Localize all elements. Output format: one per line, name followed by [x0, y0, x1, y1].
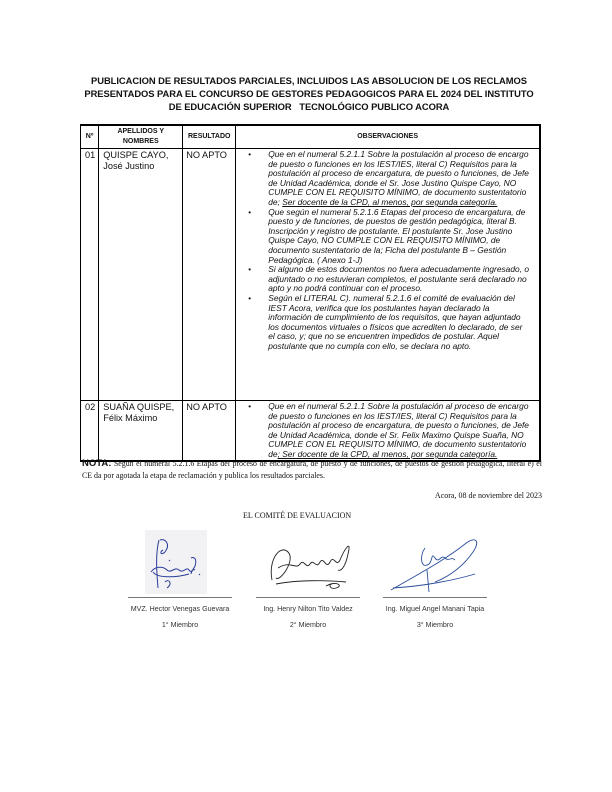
observation-underlined: Ser docente de la CPD, al menos, por segunda categoría.	[282, 196, 498, 207]
observation-text: Si alguno de estos documentos no fuera adecuadamente ingresado, o adjuntado o no estuvieran completos, el postulante será declarado no apto y no podrá continuar con el proceso.	[268, 264, 529, 294]
cell-num: 01	[81, 149, 99, 401]
cell-num: 02	[81, 401, 99, 461]
header-name	[99, 125, 183, 149]
observation-underlined: ; Ser docente de la CPD, al menos, por segunda categoría.	[277, 448, 498, 459]
cell-result: NO APTO	[183, 401, 236, 461]
bullet-icon: •	[248, 265, 252, 275]
cell-name: QUISPE CAYO, José Justino	[99, 149, 183, 401]
bullet-icon: •	[248, 293, 252, 303]
cell-observations	[236, 149, 540, 401]
header-result: RESULTADO	[183, 125, 236, 149]
results-table	[80, 124, 541, 462]
table-row	[81, 401, 541, 461]
header-name-line1: APELLIDOS Y	[117, 128, 164, 135]
document-date: Acora, 08 de noviembre del 2023	[434, 491, 542, 500]
member-role: 1° Miembro	[161, 621, 199, 629]
document-title	[78, 74, 540, 113]
cell-result: NO APTO	[183, 149, 236, 401]
cell-name: SUAÑA QUISPE, Félix Máximo	[99, 401, 183, 461]
observation-text: Que en el numeral 5.2.1.1 Sobre la postulación al proceso de encargo de puesto o funciones en los IEST/IES, literal C) Requisitos para la postulación al proceso de encargatura, de puesto o funciones, de Jefe de Unidad Académica, donde el Sr. Felix Maximo Quispe Suaña, NO CUMPLE CON EL REQUISITO MÍNIMO, de documento sustentatorio de	[268, 401, 529, 459]
table-header-row	[81, 125, 541, 149]
observation-text: Según el LITERAL C). numeral 5.2.1.6 el comité de evaluación del IEST Acora, verifica que los postulantes hayan declarado la información de cumplimiento de los requisitos, que hayan adjuntado los documentos virtuales o físicos que acrediten lo declarado, de ser el caso, y; que no se encuentren impedidos de postular. Aquel postulante que no cumpla con ello, se declara no apto.	[268, 292, 523, 351]
note-text: Según el numeral 5.2.1.6 Etapas del proceso de encargatura, de puesto y de funciones, de puestos de gestión pedagógica, literal e) el CE da por agotada la etapa de reclamación y publica los resultados parciales.	[82, 459, 542, 480]
member-name: Ing. Miguel Angel Manani Tapia	[385, 605, 485, 613]
committee-member	[365, 597, 505, 630]
observation-item	[248, 264, 531, 294]
member-role: 2° Miembro	[289, 621, 327, 629]
committee-member	[238, 597, 378, 630]
header-name-line2: NOMBRES	[122, 138, 159, 145]
observation-item	[248, 401, 531, 460]
title-line: PRESENTADOS PARA EL CONCURSO DE GESTORES PEDAGOGICOS PARA EL 2024 DEL INSTITUTO	[84, 88, 534, 99]
bullet-icon: •	[248, 150, 252, 159]
table-row	[81, 149, 541, 401]
observation-text: Que según el numeral 5.2.1.6 Etapas del proceso de encargatura, de puesto y de funciones, de puestos de gestión pedagógica, literal B. Inscripción y registro de postulante. El postulante Sr. Jose Justino Quispe Cayo, NO CUMPLE CON EL REQUISITO MÍNIMO, de documento sustentatorio de la; Ficha del postulante B – Gestión Pedagógica. ( Anexo 1-J)	[268, 206, 526, 265]
bullet-icon: •	[248, 402, 252, 411]
signature-line	[256, 597, 360, 598]
header-observations: OBSERVACIONES	[236, 125, 540, 149]
member-name: MVZ. Hector Venegas Guevara	[130, 605, 230, 613]
observations-list	[236, 150, 531, 351]
title-line: PUBLICACION DE RESULTADOS PARCIALES, INCLUIDOS LAS ABSOLUCION DE LOS RECLAMOS	[91, 75, 527, 86]
observation-text: Que en el numeral 5.2.1.1 Sobre la postulación al proceso de encargo de puesto o funciones en los IEST/IES, literal C) Requisitos para la postulación al proceso de encargatura, de puesto o funciones, de Jefe de Unidad Académica, donde el Sr. Jose Justino Quispe Cayo, NO CUMPLE CON EL REQUISITO MÍNIMO, de documento sustentatorio de;	[268, 149, 529, 207]
observations-list	[236, 402, 531, 460]
member-name: Ing. Henry Nilton Tito Valdez	[263, 605, 353, 613]
bullet-icon: •	[248, 207, 252, 217]
note-label: NOTA:	[82, 458, 112, 469]
signature-line	[383, 597, 487, 598]
note-paragraph	[82, 458, 542, 482]
signature-icon	[385, 530, 485, 596]
title-line: DE EDUCACIÓN SUPERIOR TECNOLÓGICO PUBLICO ACORA	[168, 101, 450, 112]
signature-line	[128, 597, 232, 598]
signature-icon	[145, 530, 207, 594]
signature-icon	[266, 530, 366, 596]
observation-item	[248, 206, 531, 266]
header-num: Nº	[81, 125, 99, 149]
committee-heading: EL COMITÉ DE EVALUACION	[243, 511, 352, 520]
observation-item	[248, 292, 531, 352]
observation-item	[248, 149, 531, 208]
cell-observations	[236, 401, 540, 461]
committee-member	[110, 597, 250, 630]
signature-image	[145, 530, 207, 594]
member-role: 3° Miembro	[416, 621, 454, 629]
